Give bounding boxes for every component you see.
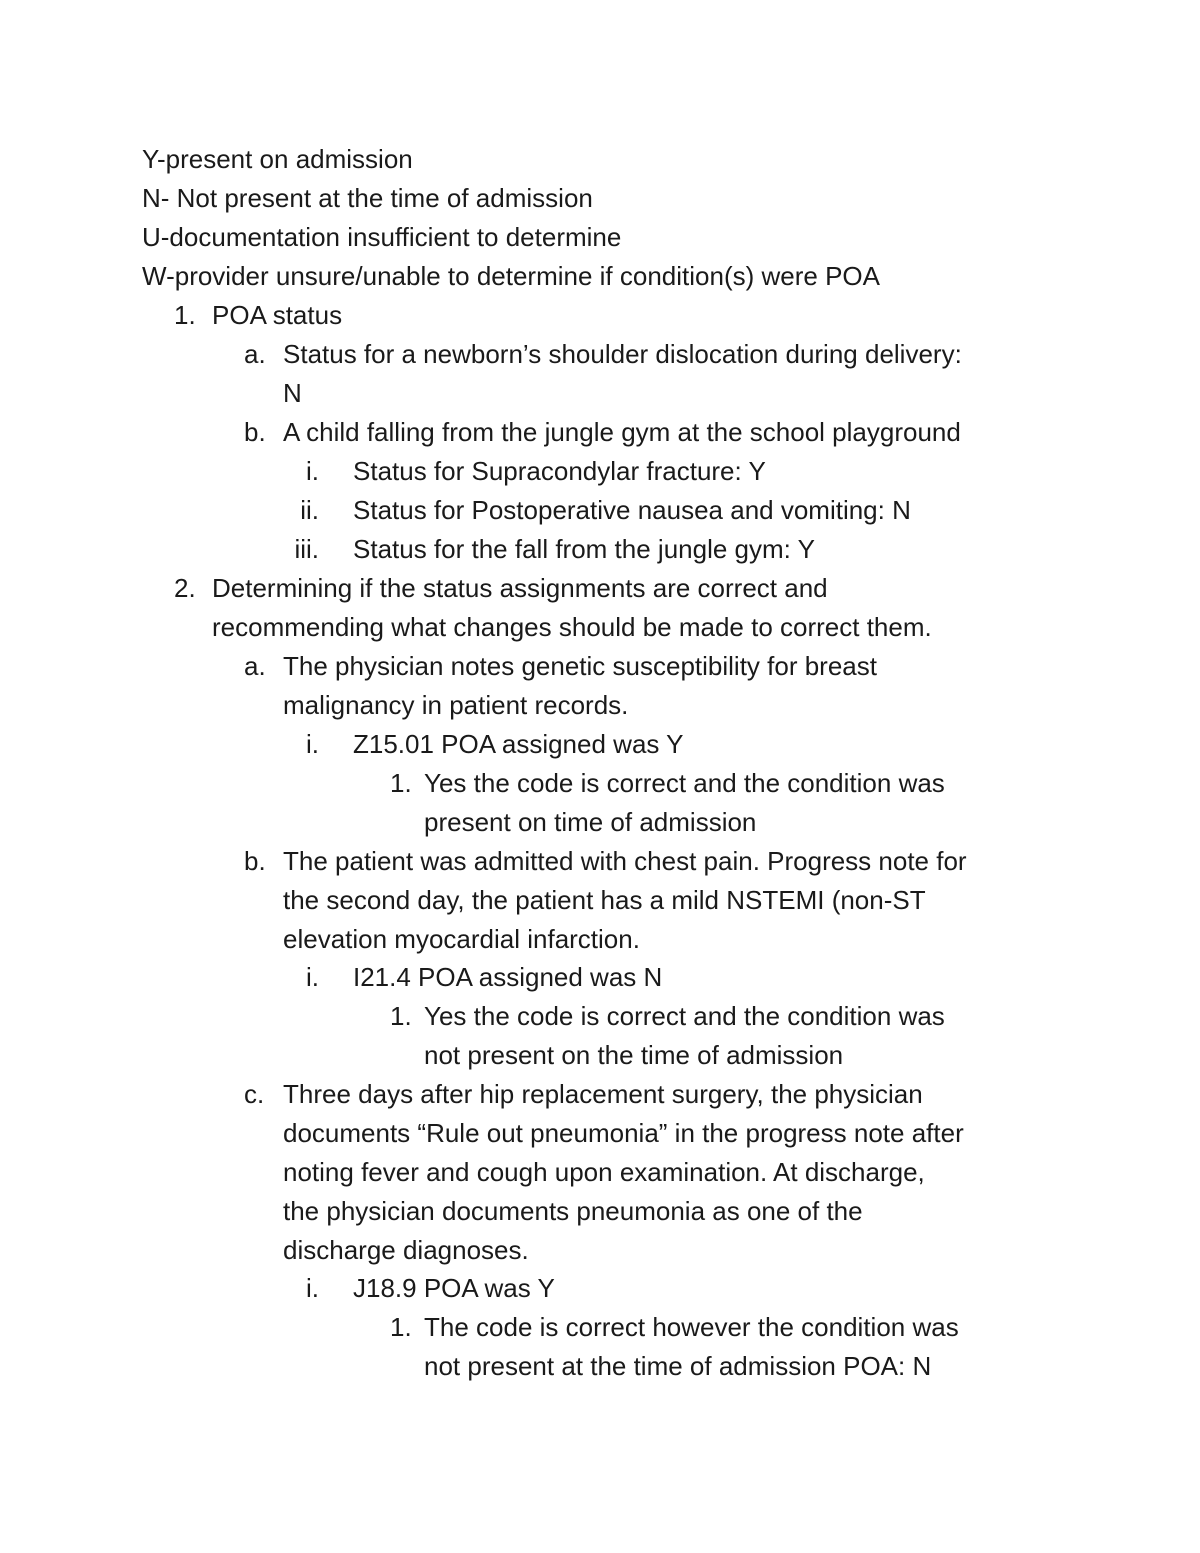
section2-b-answer-marker: 1. — [390, 1001, 412, 1031]
legend-y: Y-present on admission — [142, 144, 413, 174]
section2-a-answer-marker: 1. — [390, 768, 412, 798]
section2-b-line-1: The patient was admitted with chest pain. Progress note for — [283, 846, 967, 876]
section1-a-line-2: N — [283, 378, 302, 408]
section2-c-line-3: noting fever and cough upon examination. At discharge, — [283, 1157, 925, 1187]
section2-a-i-text: Z15.01 POA assigned was Y — [353, 729, 684, 759]
section1-title: POA status — [212, 300, 343, 330]
section2-c-marker: c. — [244, 1079, 265, 1109]
legend-n: N- Not present at the time of admission — [142, 183, 593, 213]
section1-b-ii-text: Status for Postoperative nausea and vomiting: N — [353, 495, 911, 525]
section2-line-1: Determining if the status assignments are correct and — [212, 573, 828, 603]
section1-a-line-1: Status for a newborn’s shoulder dislocation during delivery: — [283, 339, 962, 369]
section1-b-i-marker: i. — [306, 456, 319, 486]
section2-a-line-2: malignancy in patient records. — [283, 690, 629, 720]
section2-a-marker: a. — [244, 651, 266, 681]
section2-a-answer-line-2: present on time of admission — [424, 807, 757, 837]
section2-b-answer-line-1: Yes the code is correct and the condition was — [424, 1001, 945, 1031]
section2-c-line-1: Three days after hip replacement surgery, the physician — [283, 1079, 923, 1109]
section1-b-marker: b. — [244, 417, 266, 447]
section1-b-i-text: Status for Supracondylar fracture: Y — [353, 456, 766, 486]
section2-b-answer-line-2: not present on the time of admission — [424, 1040, 844, 1070]
section1-a-marker: a. — [244, 339, 266, 369]
section2-a-line-1: The physician notes genetic susceptibility for breast — [283, 651, 877, 681]
section2-c-answer-marker: 1. — [390, 1312, 412, 1342]
section2-c-answer-line-2: not present at the time of admission POA: N — [424, 1351, 932, 1381]
section2-c-answer-line-1: The code is correct however the condition was — [424, 1312, 959, 1342]
section2-a-i-marker: i. — [306, 729, 319, 759]
section1-b-iii-marker: iii. — [294, 534, 319, 564]
section2-b-i-marker: i. — [306, 962, 319, 992]
section1-marker: 1. — [174, 300, 196, 330]
legend-w: W-provider unsure/unable to determine if condition(s) were POA — [142, 261, 880, 291]
section2-c-line-4: the physician documents pneumonia as one of the — [283, 1196, 863, 1226]
section2-line-2: recommending what changes should be made to correct them. — [212, 612, 932, 642]
section2-b-line-3: elevation myocardial infarction. — [283, 924, 640, 954]
section1-b-text: A child falling from the jungle gym at the school playground — [283, 417, 961, 447]
section2-c-i-text: J18.9 POA was Y — [353, 1273, 555, 1303]
legend-u: U-documentation insufficient to determine — [142, 222, 622, 252]
section2-b-line-2: the second day, the patient has a mild NSTEMI (non-ST — [283, 885, 926, 915]
section1-b-ii-marker: ii. — [300, 495, 319, 525]
section2-b-i-text: I21.4 POA assigned was N — [353, 962, 663, 992]
section2-marker: 2. — [174, 573, 196, 603]
section2-b-marker: b. — [244, 846, 266, 876]
section2-a-answer-line-1: Yes the code is correct and the condition was — [424, 768, 945, 798]
section2-c-line-2: documents “Rule out pneumonia” in the progress note after — [283, 1118, 964, 1148]
section2-c-line-5: discharge diagnoses. — [283, 1235, 529, 1265]
section2-c-i-marker: i. — [306, 1273, 319, 1303]
section1-b-iii-text: Status for the fall from the jungle gym: Y — [353, 534, 815, 564]
